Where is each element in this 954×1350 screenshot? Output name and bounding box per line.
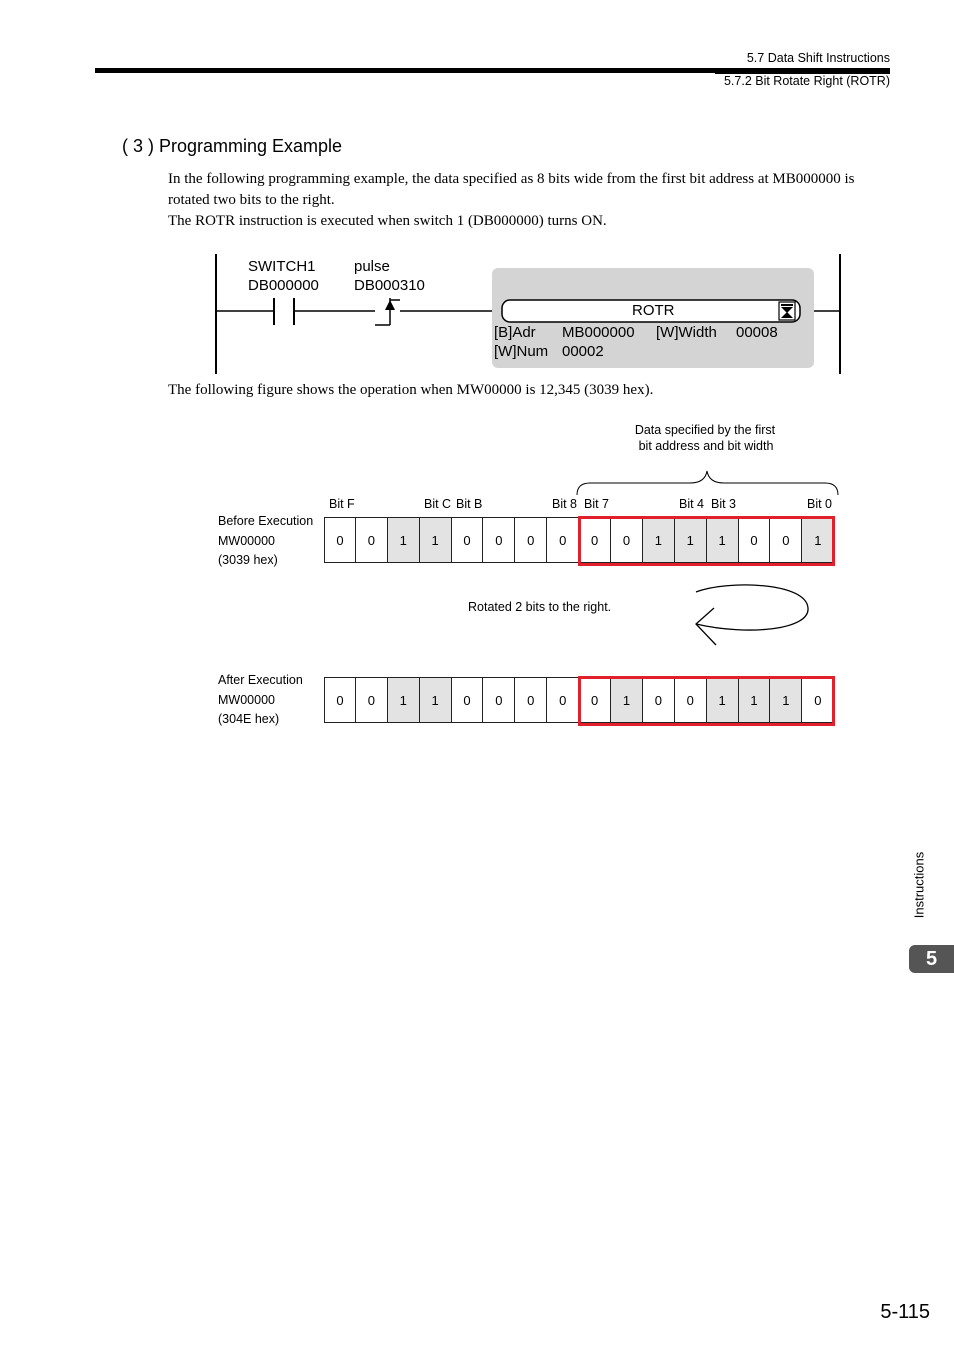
rotate-label: Rotated 2 bits to the right. (468, 600, 612, 614)
header-section: 5.7 Data Shift Instructions (746, 51, 890, 65)
bit-cell: 0 (770, 517, 802, 563)
bit-b-label: Bit B (456, 497, 483, 511)
bit-f-label: Bit F (329, 497, 355, 511)
bracket-label-line2: bit address and bit width (638, 439, 774, 453)
paragraph-1: In the following programming example, the data specified as 8 bits wide from the first bit address at MB000000 is rotated two bits to the right. (168, 171, 855, 208)
contact2-name: pulse (354, 258, 390, 275)
bit-cell: 1 (802, 517, 834, 563)
bit-cell: 0 (356, 677, 388, 723)
section-heading: ( 3 ) Programming Example (122, 136, 343, 156)
bit-cell: 0 (802, 677, 834, 723)
bit-cell: 1 (611, 677, 643, 723)
bit-8-label: Bit 8 (552, 497, 578, 511)
bit-cell: 0 (324, 517, 356, 563)
header-subsection: 5.7.2 Bit Rotate Right (ROTR) (723, 74, 890, 88)
rotate-arrow-icon (688, 582, 814, 650)
param-width-label: [W]Width (656, 324, 717, 341)
switch1-contact (274, 298, 294, 325)
bit-cell: 0 (452, 677, 484, 723)
figure-caption: The following figure shows the operation when MW00000 is 12,345 (3039 hex). (168, 382, 654, 398)
chapter-number-tab: 5 (909, 945, 954, 973)
contact1-address: DB000000 (248, 277, 319, 294)
bit-cell: 1 (388, 517, 420, 563)
bit-cell: 0 (324, 677, 356, 723)
bit-cell: 0 (452, 517, 484, 563)
bit-cell: 1 (420, 517, 452, 563)
after-label: After Execution (218, 673, 303, 687)
rotr-block-title: ROTR (632, 302, 675, 319)
bit-7-label: Bit 7 (584, 497, 610, 511)
bit-4-label: Bit 4 (679, 497, 705, 511)
bit-cell: 0 (579, 517, 611, 563)
bit-cell: 0 (643, 677, 675, 723)
param-num-label: [W]Num (494, 343, 549, 360)
bit-cell: 1 (420, 677, 452, 723)
bit-cell: 0 (547, 677, 579, 723)
bit-cell: 0 (356, 517, 388, 563)
bit-cell: 0 (739, 517, 771, 563)
bit-cell: 0 (675, 677, 707, 723)
pulse-contact (375, 298, 400, 325)
bit-cell: 0 (483, 677, 515, 723)
before-register: MW00000 (218, 534, 275, 548)
bit-c-label: Bit C (424, 497, 452, 511)
data-bracket (570, 465, 845, 505)
paragraph-2: The ROTR instruction is executed when switch 1 (DB000000) turns ON. (168, 213, 607, 229)
bit-cell: 0 (483, 517, 515, 563)
bit-cell: 1 (675, 517, 707, 563)
bit-cell: 0 (515, 677, 547, 723)
bit-cell: 0 (515, 517, 547, 563)
param-adr-value: MB000000 (562, 324, 635, 341)
bit-cell: 0 (579, 677, 611, 723)
after-selection-box (578, 676, 835, 726)
page-number: 5-115 (880, 1301, 930, 1323)
after-hex: (304E hex) (218, 712, 280, 726)
bit-cell: 0 (547, 517, 579, 563)
bit-cell: 1 (739, 677, 771, 723)
bit-cell: 1 (388, 677, 420, 723)
bit-cell: 1 (707, 517, 739, 563)
bit-cell: 1 (707, 677, 739, 723)
before-label: Before Execution (218, 514, 314, 528)
bit-0-label: Bit 0 (807, 497, 833, 511)
after-register: MW00000 (218, 693, 275, 707)
param-num-value: 00002 (562, 343, 604, 360)
bit-3-label: Bit 3 (711, 497, 737, 511)
before-selection-box (578, 516, 835, 566)
chapter-side-label: Instructions (911, 851, 927, 919)
contact2-address: DB000310 (354, 277, 425, 294)
before-hex: (3039 hex) (218, 553, 278, 567)
bit-cell: 0 (611, 517, 643, 563)
param-adr-label: [B]Adr (494, 324, 536, 341)
contact1-name: SWITCH1 (248, 258, 316, 275)
bit-cell: 1 (770, 677, 802, 723)
param-width-value: 00008 (736, 324, 778, 341)
bit-cell: 1 (643, 517, 675, 563)
bracket-label-line1: Data specified by the first (634, 423, 776, 437)
